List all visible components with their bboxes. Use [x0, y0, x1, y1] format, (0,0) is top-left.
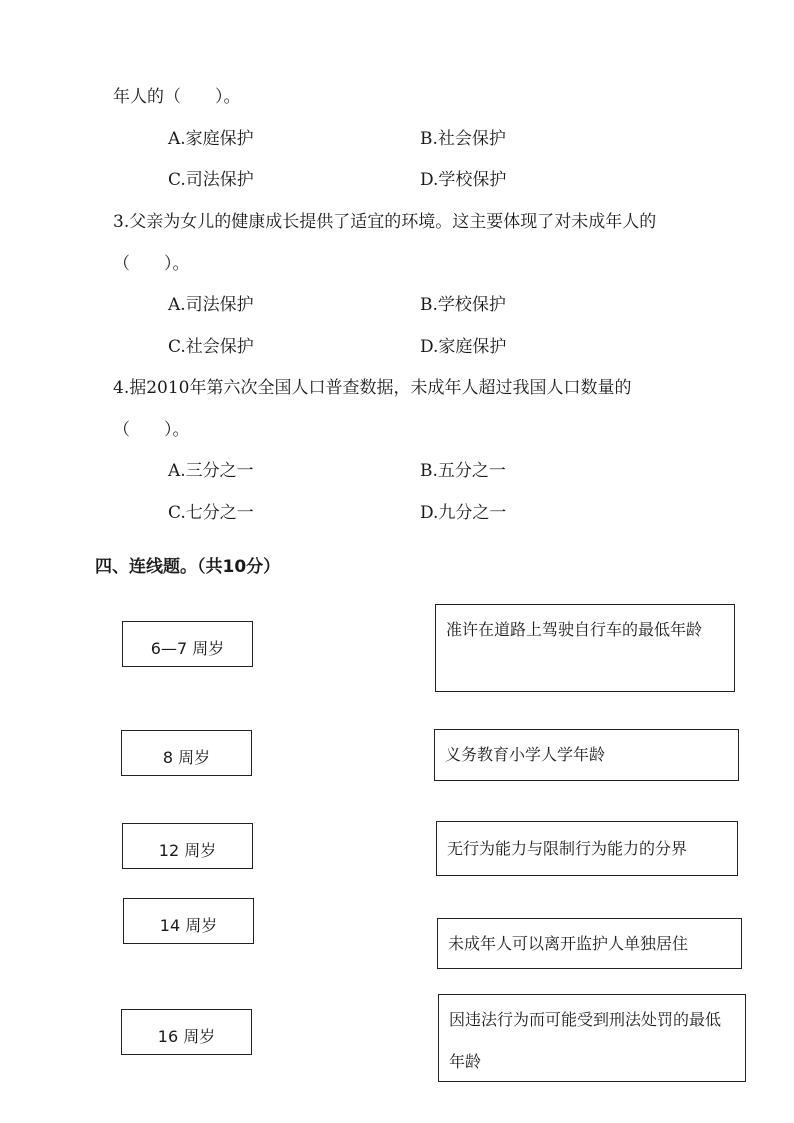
age-box-14[interactable]: [123, 898, 254, 944]
desc-box-capacity-boundary[interactable]: [436, 821, 738, 876]
q2-option-d: D.学校保护: [420, 170, 507, 190]
age-box-12[interactable]: [122, 823, 253, 869]
q3-option-d: D.家庭保护: [420, 337, 507, 357]
q2-text-tail: 年人的（ ）。: [113, 87, 241, 107]
q2-option-c: C.司法保护: [168, 170, 254, 190]
q4-text-line2: （ ）。: [113, 420, 190, 440]
age-label: 14 周岁: [159, 915, 218, 935]
q3-option-a: A.司法保护: [168, 295, 254, 315]
desc-label: 未成年人可以离开监护人单独居住: [448, 933, 689, 953]
age-label: 6—7 周岁: [150, 638, 225, 658]
q3-text-line2: （ ）。: [113, 254, 190, 274]
q2-option-a: A.家庭保护: [168, 129, 254, 149]
desc-box-school-age[interactable]: [434, 729, 739, 781]
desc-label: 义务教育小学人学年龄: [445, 745, 606, 764]
q4-option-a: A.三分之一: [168, 461, 254, 481]
q3-text-line1: 3.父亲为女儿的健康成长提供了适宜的环境。这主要体现了对未成年人的: [113, 212, 657, 232]
age-label: 16 周岁: [157, 1026, 216, 1046]
age-box-8[interactable]: [121, 730, 252, 776]
desc-label: 无行为能力与限制行为能力的分界: [447, 838, 688, 858]
q4-text-line1: 4.据2010年第六次全国人口普查数据，未成年人超过我国人口数量的: [113, 378, 632, 398]
desc-label: 因违法行为而可能受到刑法处罚的最低年龄: [449, 1010, 722, 1071]
desc-label: 准许在道路上驾驶自行车的最低年龄: [446, 620, 703, 639]
q4-option-c: C.七分之一: [168, 503, 254, 523]
age-label: 12 周岁: [158, 840, 217, 860]
age-box-16[interactable]: [121, 1009, 252, 1055]
desc-box-live-alone[interactable]: [437, 918, 742, 969]
section-title: 四、连线题。（共10分）: [95, 557, 281, 577]
q3-option-b: B.学校保护: [420, 295, 506, 315]
q3-option-c: C.社会保护: [168, 337, 254, 357]
age-box-6-7[interactable]: [122, 621, 253, 667]
desc-box-bicycle-age[interactable]: [435, 604, 735, 692]
desc-box-criminal-age[interactable]: [438, 994, 746, 1082]
age-label: 8 周岁: [162, 747, 211, 767]
q4-option-b: B.五分之一: [420, 461, 506, 481]
q4-option-d: D.九分之一: [420, 503, 507, 523]
q2-option-b: B.社会保护: [420, 129, 506, 149]
